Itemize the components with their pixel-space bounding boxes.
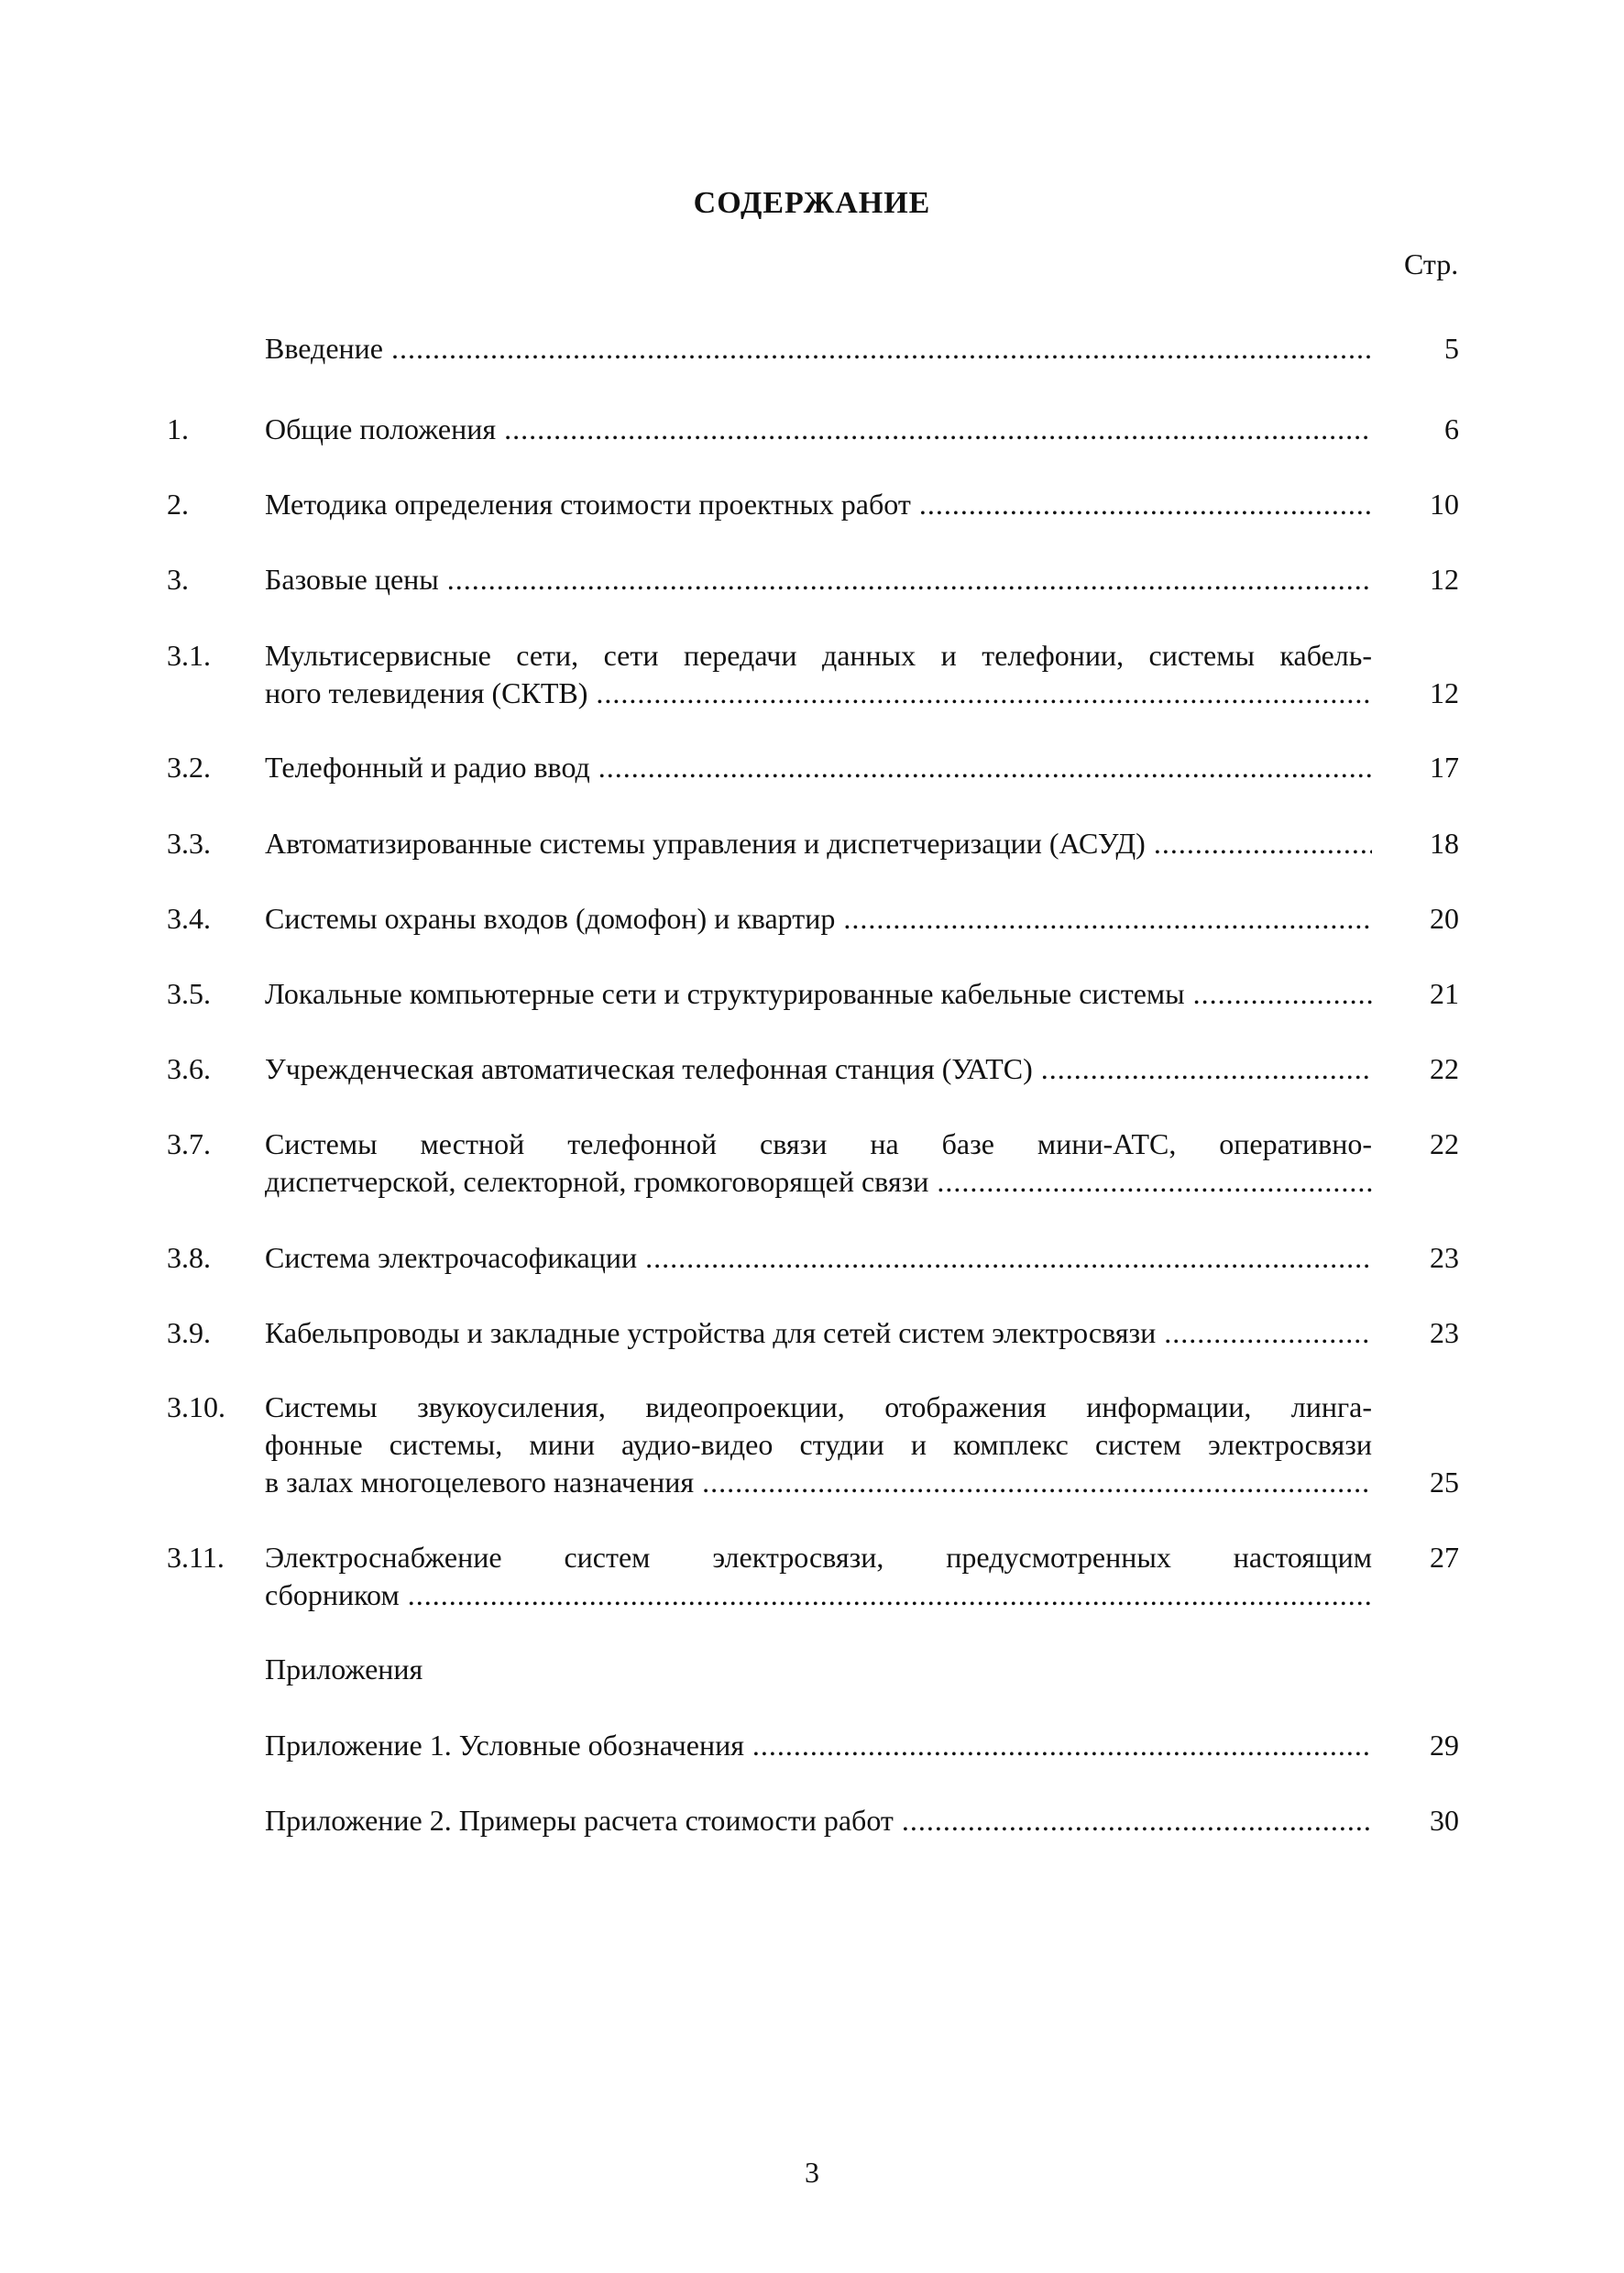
entry-page: 23 <box>1430 1241 1459 1274</box>
entry-title <box>265 1539 1372 1614</box>
entry-title <box>265 1126 1372 1201</box>
entry-title <box>265 411 1372 448</box>
entry-title-line: Системы местной телефонной связи на базе мини-АТС, оперативно- <box>265 1127 1372 1160</box>
entry-page: 5 <box>1444 332 1459 365</box>
entry-title-line: Общие положения ..... <box>265 411 1372 448</box>
entry-title <box>265 1727 1372 1764</box>
entry-page: 12 <box>1430 676 1459 709</box>
entry-title-line: ного телевидения (СКТВ) ..... <box>265 675 1372 712</box>
page-column-label: Стр. <box>1404 247 1459 280</box>
entry-number: 3.2. <box>167 751 211 784</box>
entry-number: 3.7. <box>167 1127 211 1160</box>
entry-title-line: сборником ..... <box>265 1576 1372 1614</box>
entry-number: 3.6. <box>167 1052 211 1085</box>
entry-title <box>265 825 1372 862</box>
page-title: СОДЕРЖАНИЕ <box>693 186 931 220</box>
entry-title-line: в залах многоцелевого назначения ..... <box>265 1464 1372 1501</box>
entry-number: 3.3. <box>167 827 211 860</box>
entry-number: 3.8. <box>167 1241 211 1274</box>
entry-number: 1. <box>167 412 189 445</box>
entry-title <box>265 1651 1372 1688</box>
entry-title-line: Приложения <box>265 1653 423 1686</box>
page-number: 3 <box>805 2156 819 2189</box>
entry-title-line: Системы охраны входов (домофон) и квартир ..... <box>265 900 1372 938</box>
entry-title <box>265 486 1372 523</box>
entry-title <box>265 1389 1372 1501</box>
entry-number: 3.10. <box>167 1390 225 1423</box>
entry-title <box>265 1802 1372 1839</box>
entry-title-line: Методика определения стоимости проектных работ ..... <box>265 486 1372 523</box>
entry-number: 3.1. <box>167 639 211 672</box>
entry-page: 20 <box>1430 902 1459 935</box>
entry-page: 10 <box>1430 488 1459 521</box>
entry-number: 3.11. <box>167 1541 225 1574</box>
entry-page: 22 <box>1430 1052 1459 1085</box>
entry-title-line: диспетчерской, селекторной, громкоговорящей связи ..... <box>265 1163 1372 1201</box>
entry-page: 25 <box>1430 1466 1459 1499</box>
entry-title-line: Локальные компьютерные сети и структурированные кабельные системы ..... <box>265 975 1372 1013</box>
entry-title <box>265 561 1372 598</box>
entry-title <box>265 330 1372 368</box>
entry-title-line: Система электрочасофикации ..... <box>265 1239 1372 1277</box>
entry-title-line: Учрежденческая автоматическая телефонная станция (УАТС) ..... <box>265 1050 1372 1088</box>
entry-title-line: фонные системы, мини аудио-видео студии и комплекс систем электросвязи <box>265 1428 1372 1461</box>
entry-page: 6 <box>1444 412 1459 445</box>
entry-title <box>265 1314 1372 1352</box>
entry-title-line: Введение ..... <box>265 330 1372 368</box>
entry-number: 3.9. <box>167 1316 211 1349</box>
entry-title-line: Телефонный и радио ввод ..... <box>265 749 1372 786</box>
entry-title-line: Кабельпроводы и закладные устройства для сетей систем электросвязи ..... <box>265 1314 1372 1352</box>
entry-number: 3. <box>167 563 189 596</box>
entry-page: 27 <box>1430 1541 1459 1574</box>
entry-title <box>265 637 1372 712</box>
entry-title <box>265 975 1372 1013</box>
entry-page: 18 <box>1430 827 1459 860</box>
entry-page: 17 <box>1430 751 1459 784</box>
entry-page: 23 <box>1430 1316 1459 1349</box>
entry-title <box>265 1050 1372 1088</box>
entry-title-line: Приложение 1. Условные обозначения ..... <box>265 1727 1372 1764</box>
entry-page: 30 <box>1430 1804 1459 1837</box>
entry-number: 3.4. <box>167 902 211 935</box>
entry-page: 22 <box>1430 1127 1459 1160</box>
entry-number: 3.5. <box>167 977 211 1010</box>
entry-number: 2. <box>167 488 189 521</box>
entry-page: 21 <box>1430 977 1459 1010</box>
entry-title <box>265 1239 1372 1277</box>
entry-title-line: Электроснабжение систем электросвязи, предусмотренных настоящим <box>265 1541 1372 1574</box>
entry-title-line: Автоматизированные системы управления и диспетчеризации (АСУД) ..... <box>265 825 1372 862</box>
entry-title-line: Системы звукоусиления, видеопроекции, отображения информации, линга- <box>265 1390 1372 1423</box>
entry-page: 29 <box>1430 1729 1459 1762</box>
entry-title-line: Приложение 2. Примеры расчета стоимости работ ..... <box>265 1802 1372 1839</box>
entry-title-line: Мультисервисные сети, сети передачи данных и телефонии, системы кабель- <box>265 639 1372 672</box>
entry-page: 12 <box>1430 563 1459 596</box>
entry-title <box>265 900 1372 938</box>
entry-title <box>265 749 1372 786</box>
entry-title-line: Базовые цены ..... <box>265 561 1372 598</box>
